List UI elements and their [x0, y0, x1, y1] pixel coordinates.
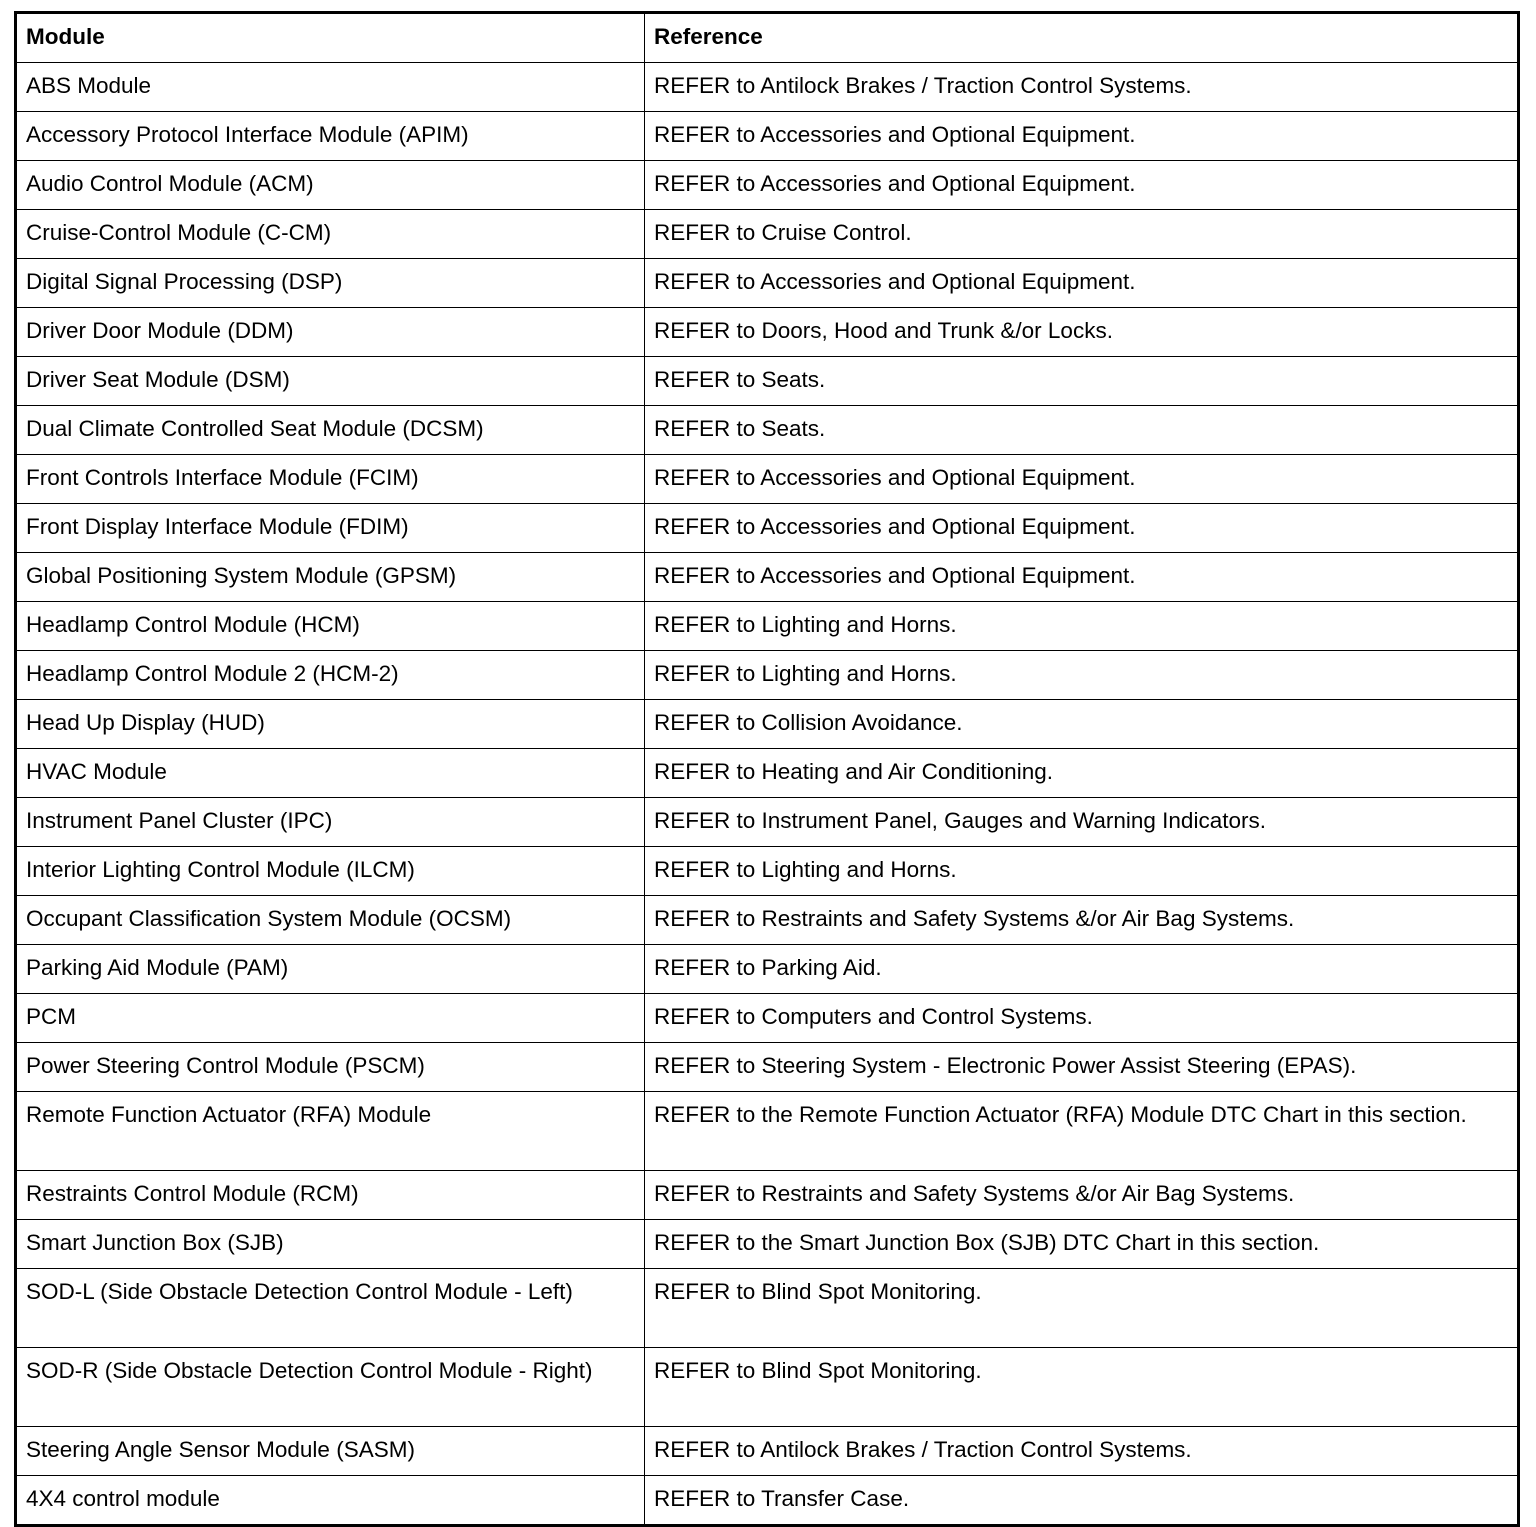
module-cell: Headlamp Control Module 2 (HCM-2): [16, 651, 645, 700]
table-row: [16, 112, 1519, 161]
table-row: [16, 945, 1519, 994]
module-cell: Cruise-Control Module (C-CM): [16, 210, 645, 259]
reference-cell: REFER to Parking Aid.: [645, 945, 1519, 994]
table-row: [16, 1476, 1519, 1526]
reference-cell: REFER to the Smart Junction Box (SJB) DTC Chart in this section.: [645, 1220, 1519, 1269]
reference-cell: REFER to Steering System - Electronic Power Assist Steering (EPAS).: [645, 1043, 1519, 1092]
table-row: [16, 308, 1519, 357]
module-cell: Remote Function Actuator (RFA) Module: [16, 1092, 645, 1171]
reference-cell: REFER to the Remote Function Actuator (RFA) Module DTC Chart in this section.: [645, 1092, 1519, 1171]
table-row: [16, 602, 1519, 651]
table-row: [16, 651, 1519, 700]
table-row: [16, 406, 1519, 455]
table-row: [16, 63, 1519, 112]
module-cell: HVAC Module: [16, 749, 645, 798]
table-header-row: [16, 13, 1519, 63]
module-cell: ABS Module: [16, 63, 645, 112]
module-cell: Occupant Classification System Module (OCSM): [16, 896, 645, 945]
reference-cell: REFER to Antilock Brakes / Traction Control Systems.: [645, 1427, 1519, 1476]
module-cell: Parking Aid Module (PAM): [16, 945, 645, 994]
module-cell: PCM: [16, 994, 645, 1043]
module-cell: Digital Signal Processing (DSP): [16, 259, 645, 308]
reference-cell: REFER to Accessories and Optional Equipment.: [645, 553, 1519, 602]
module-cell: Driver Door Module (DDM): [16, 308, 645, 357]
reference-cell: REFER to Accessories and Optional Equipment.: [645, 161, 1519, 210]
module-cell: Dual Climate Controlled Seat Module (DCSM): [16, 406, 645, 455]
table-row: [16, 357, 1519, 406]
module-cell: Audio Control Module (ACM): [16, 161, 645, 210]
table-row: [16, 553, 1519, 602]
reference-cell: REFER to Heating and Air Conditioning.: [645, 749, 1519, 798]
reference-cell: REFER to Accessories and Optional Equipment.: [645, 504, 1519, 553]
table-row: [16, 161, 1519, 210]
table-row: [16, 1220, 1519, 1269]
reference-cell: REFER to Restraints and Safety Systems &/or Air Bag Systems.: [645, 896, 1519, 945]
table-row: [16, 1348, 1519, 1427]
module-cell: Global Positioning System Module (GPSM): [16, 553, 645, 602]
table-row: [16, 210, 1519, 259]
reference-cell: REFER to Instrument Panel, Gauges and Warning Indicators.: [645, 798, 1519, 847]
reference-cell: REFER to Lighting and Horns.: [645, 602, 1519, 651]
reference-cell: REFER to Seats.: [645, 357, 1519, 406]
reference-cell: REFER to Computers and Control Systems.: [645, 994, 1519, 1043]
module-cell: Headlamp Control Module (HCM): [16, 602, 645, 651]
reference-cell: REFER to Blind Spot Monitoring.: [645, 1269, 1519, 1348]
table-row: [16, 504, 1519, 553]
reference-cell: REFER to Accessories and Optional Equipment.: [645, 455, 1519, 504]
reference-cell: REFER to Lighting and Horns.: [645, 847, 1519, 896]
table-row: [16, 749, 1519, 798]
table-row: [16, 994, 1519, 1043]
module-cell: Steering Angle Sensor Module (SASM): [16, 1427, 645, 1476]
module-cell: Accessory Protocol Interface Module (APIM): [16, 112, 645, 161]
table-row: [16, 455, 1519, 504]
module-cell: Power Steering Control Module (PSCM): [16, 1043, 645, 1092]
module-cell: Smart Junction Box (SJB): [16, 1220, 645, 1269]
module-cell: Restraints Control Module (RCM): [16, 1171, 645, 1220]
header-reference: Reference: [645, 13, 1519, 63]
module-cell: Front Controls Interface Module (FCIM): [16, 455, 645, 504]
module-cell: Head Up Display (HUD): [16, 700, 645, 749]
module-cell: Driver Seat Module (DSM): [16, 357, 645, 406]
module-cell: Instrument Panel Cluster (IPC): [16, 798, 645, 847]
reference-cell: REFER to Restraints and Safety Systems &/or Air Bag Systems.: [645, 1171, 1519, 1220]
reference-cell: REFER to Doors, Hood and Trunk &/or Locks.: [645, 308, 1519, 357]
table-row: [16, 798, 1519, 847]
table-row: [16, 259, 1519, 308]
module-reference-table: [14, 11, 1520, 1527]
table-row: [16, 1171, 1519, 1220]
module-cell: SOD-L (Side Obstacle Detection Control Module - Left): [16, 1269, 645, 1348]
module-cell: SOD-R (Side Obstacle Detection Control Module - Right): [16, 1348, 645, 1427]
table-row: [16, 847, 1519, 896]
reference-cell: REFER to Blind Spot Monitoring.: [645, 1348, 1519, 1427]
reference-cell: REFER to Accessories and Optional Equipment.: [645, 259, 1519, 308]
table-row: [16, 1092, 1519, 1171]
module-cell: Interior Lighting Control Module (ILCM): [16, 847, 645, 896]
reference-cell: REFER to Collision Avoidance.: [645, 700, 1519, 749]
table-row: [16, 1269, 1519, 1348]
module-cell: Front Display Interface Module (FDIM): [16, 504, 645, 553]
reference-cell: REFER to Cruise Control.: [645, 210, 1519, 259]
table-row: [16, 1427, 1519, 1476]
reference-cell: REFER to Transfer Case.: [645, 1476, 1519, 1526]
module-cell: 4X4 control module: [16, 1476, 645, 1526]
reference-cell: REFER to Antilock Brakes / Traction Control Systems.: [645, 63, 1519, 112]
table-row: [16, 1043, 1519, 1092]
table-row: [16, 896, 1519, 945]
reference-cell: REFER to Accessories and Optional Equipment.: [645, 112, 1519, 161]
reference-cell: REFER to Seats.: [645, 406, 1519, 455]
header-module: Module: [16, 13, 645, 63]
table-row: [16, 700, 1519, 749]
reference-cell: REFER to Lighting and Horns.: [645, 651, 1519, 700]
